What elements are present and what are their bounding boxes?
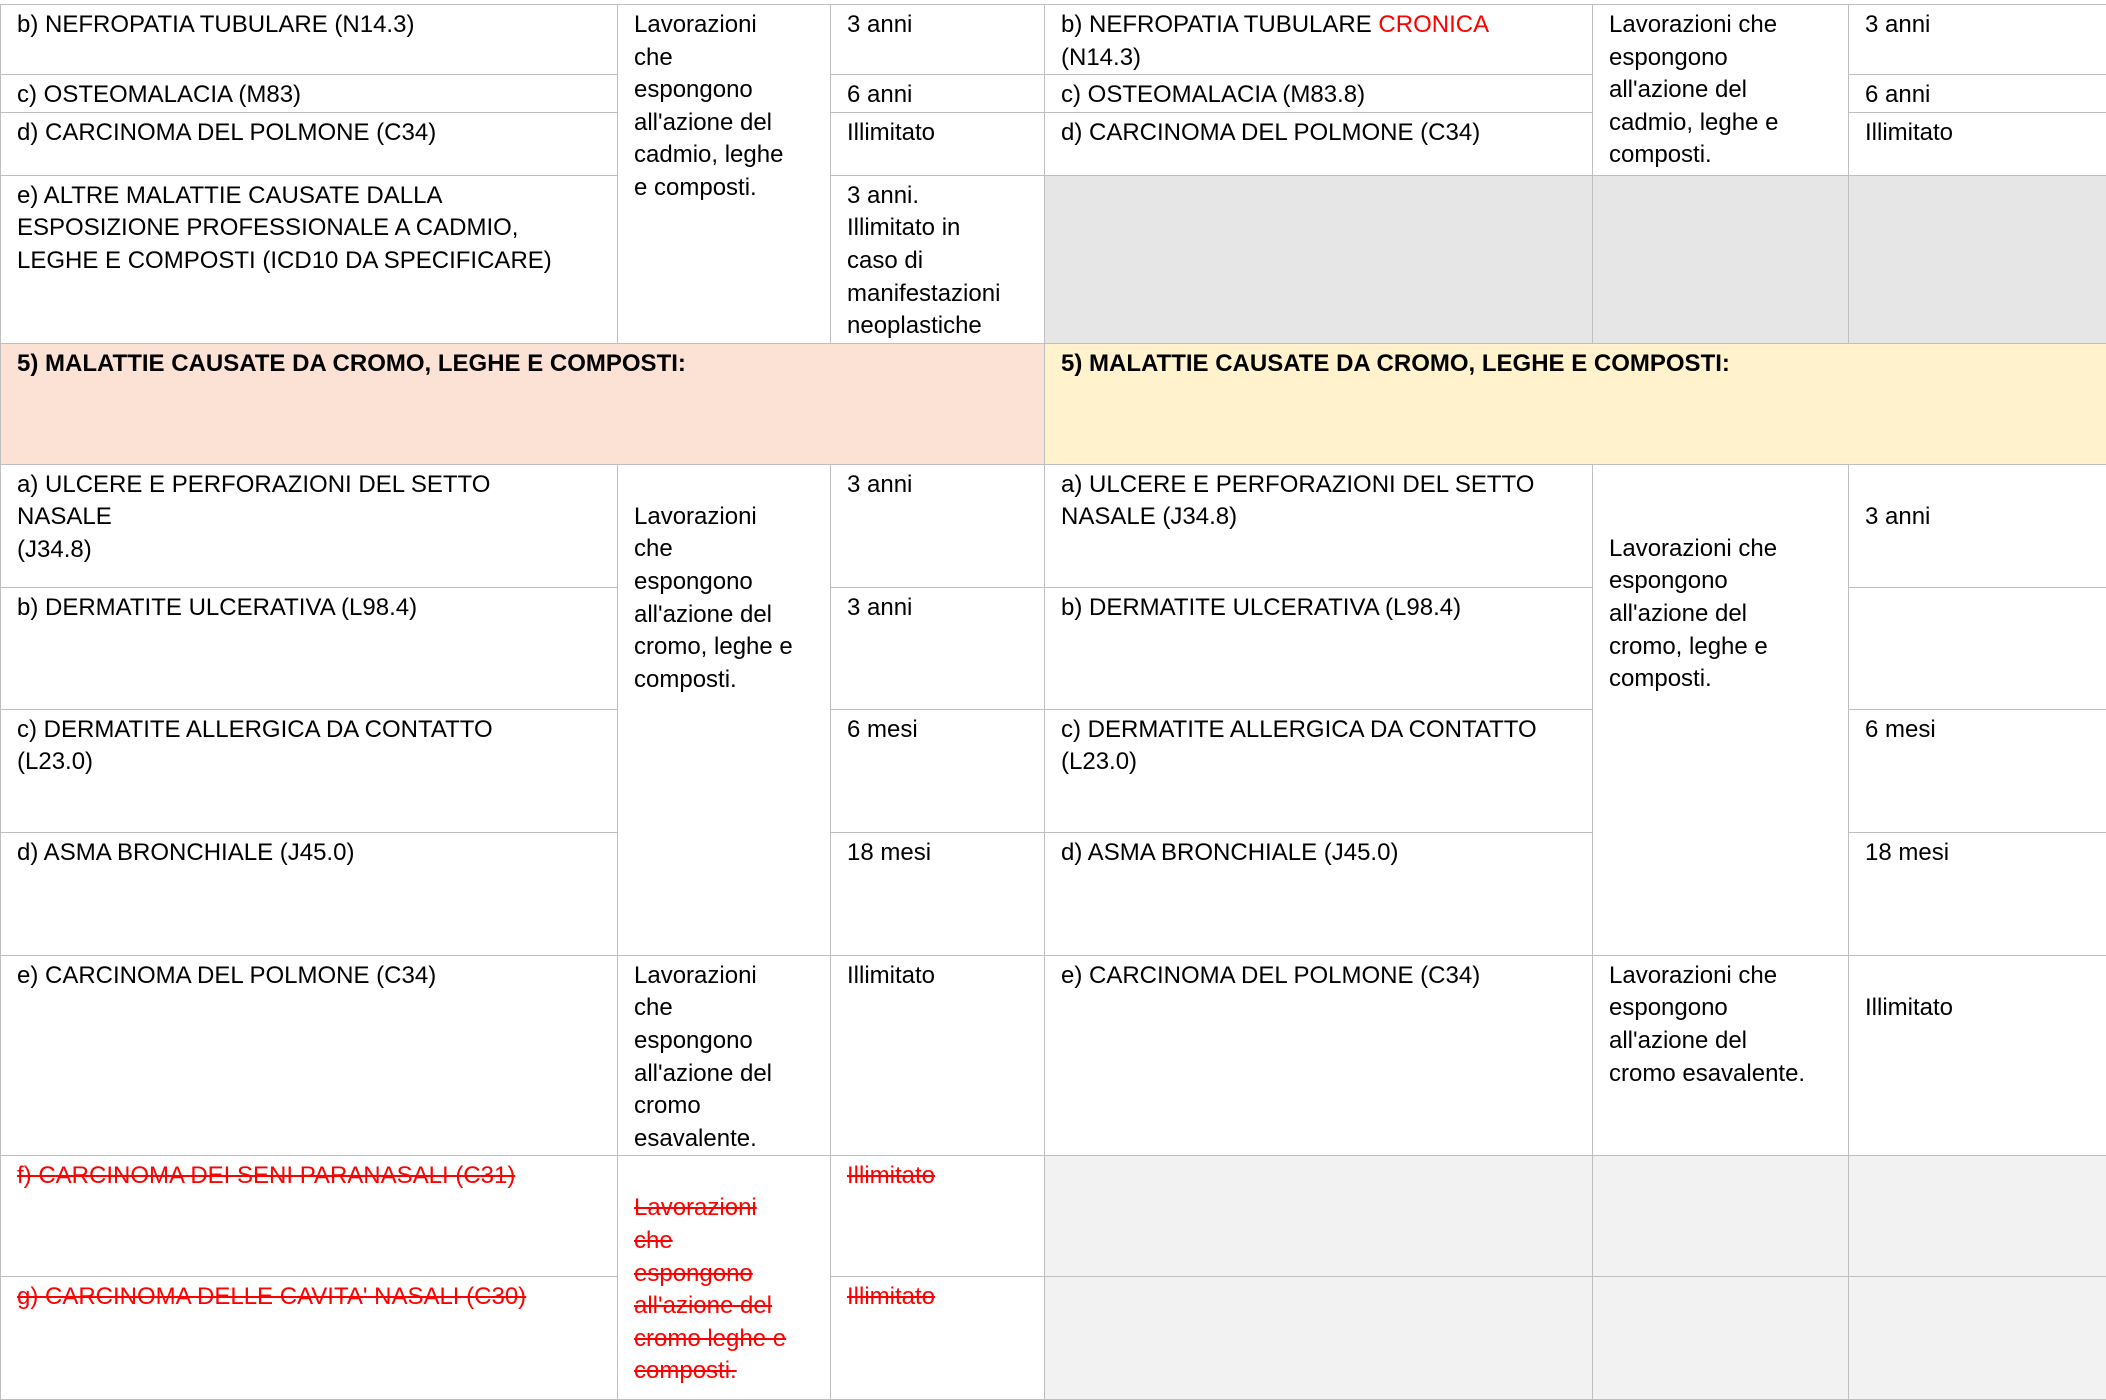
old-disease-cell: b) DERMATITE ULCERATIVA (L98.4) [1,587,618,709]
new-work-cell: Lavorazioni che espongono all'azione del cromo esavalente. [1593,955,1849,1156]
disease-comparison-table [0,4,2106,1400]
empty-cell [1593,175,1849,343]
old-period-cell: Illimitato [831,955,1045,1156]
deleted-disease-cell: g) CARCINOMA DELLE CAVITA' NASALI (C30) [1,1277,618,1400]
empty-cell [1045,1156,1593,1277]
old-work-cell: Lavorazioni che espongono all'azione del cromo, leghe e composti. [618,464,831,955]
deleted-disease-cell: f) CARCINOMA DEI SENI PARANASALI (C31) [1,1156,618,1277]
table-row [1,175,2106,343]
old-period-cell: 6 anni [831,75,1045,113]
old-period-cell: 3 anni [831,464,1045,587]
deleted-row [1,1277,2106,1400]
deleted-period-cell: Illimitato [831,1156,1045,1277]
old-disease-cell: d) ASMA BRONCHIALE (J45.0) [1,832,618,955]
deleted-row [1,1156,2106,1277]
new-section-header: 5) MALATTIE CAUSATE DA CROMO, LEGHE E COMPOSTI: [1045,343,2106,464]
new-period-cell: 6 mesi [1849,709,2106,832]
old-section-header: 5) MALATTIE CAUSATE DA CROMO, LEGHE E COMPOSTI: [1,343,1045,464]
new-disease-cell [1045,5,1593,75]
old-period-cell: 6 mesi [831,709,1045,832]
deleted-period-cell: Illimitato [831,1277,1045,1400]
added-text: CRONICA [1378,11,1489,38]
empty-cell [1045,1277,1593,1400]
new-disease-cell: d) ASMA BRONCHIALE (J45.0) [1045,832,1593,955]
table-row [1,5,2106,75]
old-work-cell: Lavorazioni che espongono all'azione del cadmio, leghe e composti. [618,5,831,344]
section-header-row [1,343,2106,464]
old-work-cell: Lavorazioni che espongono all'azione del cromo esavalente. [618,955,831,1156]
old-period-cell: Illimitato [831,112,1045,175]
new-disease-cell: d) CARCINOMA DEL POLMONE (C34) [1045,112,1593,175]
old-disease-cell: e) ALTRE MALATTIE CAUSATE DALLA ESPOSIZIONE PROFESSIONALE A CADMIO, LEGHE E COMPOSTI (ICD10 DA SPECIFICARE) [1,175,618,343]
old-period-cell: 3 anni. Illimitato in caso di manifestazioni neoplastiche [831,175,1045,343]
old-disease-cell: d) CARCINOMA DEL POLMONE (C34) [1,112,618,175]
old-period-cell: 3 anni [831,587,1045,709]
old-disease-cell: c) OSTEOMALACIA (M83) [1,75,618,113]
new-period-cell: Illimitato [1849,955,2106,1156]
new-disease-cell: b) DERMATITE ULCERATIVA (L98.4) [1045,587,1593,709]
empty-cell [1849,1156,2106,1277]
new-work-cell: Lavorazioni che espongono all'azione del cromo, leghe e composti. [1593,464,1849,955]
new-period-cell: 3 anni [1849,464,2106,587]
new-period-cell: Illimitato [1849,112,2106,175]
old-disease-cell: a) ULCERE E PERFORAZIONI DEL SETTO NASALE (J34.8) [1,464,618,587]
new-period-cell: 3 anni [1849,5,2106,75]
empty-cell [1849,175,2106,343]
deleted-work-cell: Lavorazioni che espongono all'azione del cromo leghe e composti. [618,1156,831,1400]
new-disease-cell: a) ULCERE E PERFORAZIONI DEL SETTO NASALE (J34.8) [1045,464,1593,587]
empty-cell [1593,1277,1849,1400]
new-disease-cell: e) CARCINOMA DEL POLMONE (C34) [1045,955,1593,1156]
disease-code: (N14.3) [1061,44,1141,71]
empty-cell [1045,175,1593,343]
old-disease-cell: e) CARCINOMA DEL POLMONE (C34) [1,955,618,1156]
new-disease-cell: c) DERMATITE ALLERGICA DA CONTATTO (L23.0) [1045,709,1593,832]
empty-cell [1849,1277,2106,1400]
old-period-cell: 3 anni [831,5,1045,75]
old-period-cell: 18 mesi [831,832,1045,955]
empty-cell [1593,1156,1849,1277]
new-period-cell: 18 mesi [1849,832,2106,955]
new-work-cell: Lavorazioni che espongono all'azione del cadmio, leghe e composti. [1593,5,1849,176]
new-period-cell [1849,587,2106,709]
table-row [1,955,2106,1156]
table-row [1,464,2106,587]
old-disease-cell: b) NEFROPATIA TUBULARE (N14.3) [1,5,618,75]
new-disease-cell: c) OSTEOMALACIA (M83.8) [1045,75,1593,113]
disease-text: b) NEFROPATIA TUBULARE [1061,11,1378,38]
new-period-cell: 6 anni [1849,75,2106,113]
old-disease-cell: c) DERMATITE ALLERGICA DA CONTATTO (L23.0) [1,709,618,832]
